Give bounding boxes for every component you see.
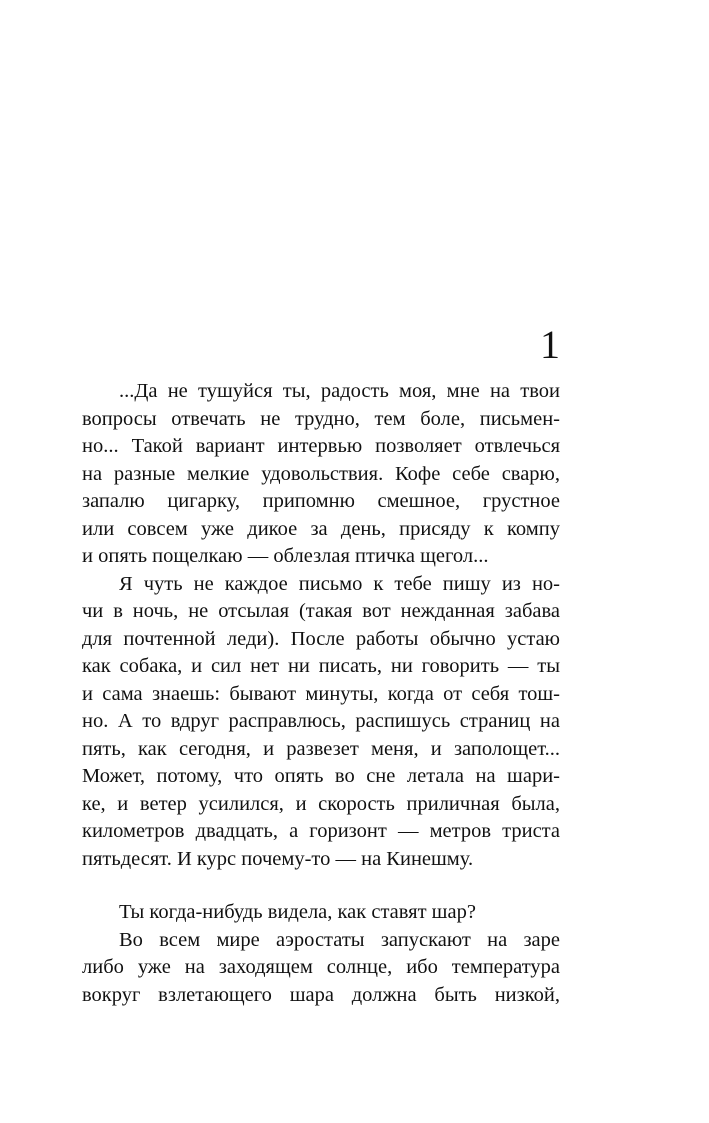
text-line: вокруг взлетающего шара должна быть низкой, <box>82 983 560 1006</box>
text-line: ке, и ветер усилился, и скорость приличная была, <box>82 792 560 815</box>
text-line: Во всем мире аэростаты запускают на заре <box>119 928 560 951</box>
text-line: на разные мелкие удовольствия. Кофе себе сварю, <box>82 462 560 485</box>
text-line: километров двадцать, а горизонт — метров триста <box>82 820 560 842</box>
text-line: но. А то вдруг расправлюсь, распишусь страниц на <box>82 710 560 732</box>
chapter-number: 1 <box>540 322 560 367</box>
text-line: ...Да не тушуйся ты, радость моя, мне на твои <box>119 380 560 402</box>
text-line: чи в ночь, не отсылая (такая вот нежданная забава <box>82 600 560 622</box>
text-line: Может, потому, что опять во сне летала на шари- <box>82 765 560 787</box>
text-line: пятьдесят. И курс почему-то — на Кинешму. <box>82 847 474 870</box>
text-line: запалю цигарку, припомню смешное, грустное <box>82 490 560 512</box>
text-line: но... Такой вариант интервью позволяет отвлечься <box>82 435 560 457</box>
text-line: Ты когда-нибудь видела, как ставят шар? <box>119 901 476 923</box>
text-line: Я чуть не каждое письмо к тебе пишу из но- <box>119 572 560 595</box>
text-block-1 <box>82 378 560 873</box>
text-line: для почтенной леди). После работы обычно устаю <box>82 627 560 650</box>
text-line: либо уже на заходящем солнце, ибо температура <box>82 956 560 978</box>
text-block-2 <box>82 899 560 1009</box>
text-line: или совсем уже дикое за день, присяду к компу <box>82 517 560 540</box>
text-line: вопросы отвечать не трудно, тем боле, письмен- <box>82 407 560 430</box>
text-line: как собака, и сил нет ни писать, ни говорить — ты <box>82 655 560 677</box>
text-line: и опять пощелкаю — облезлая птичка щегол... <box>82 545 489 567</box>
text-line: пять, как сегодня, и развезет меня, и заполощет... <box>82 737 560 760</box>
text-line: и сама знаешь: бывают минуты, когда от себя тош- <box>82 682 560 705</box>
